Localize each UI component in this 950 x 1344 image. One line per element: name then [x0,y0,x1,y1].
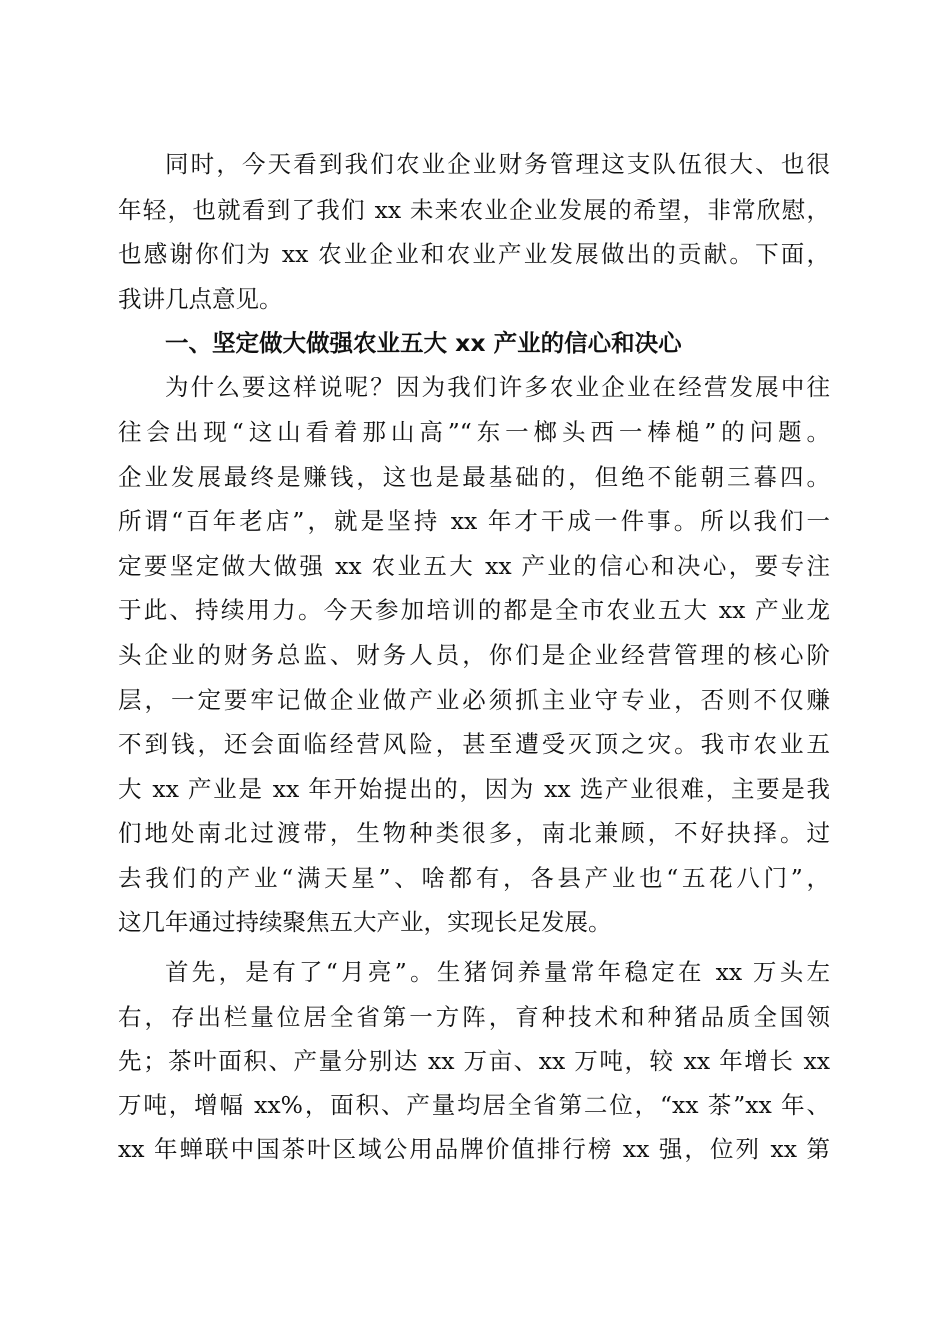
section-heading: 一、坚定做大做强农业五大 xx 产业的信心和决心 [165,329,682,357]
text-line: 同时，今天看到我们农业企业财务管理这支队伍很大、也很 [165,150,830,178]
text-line: 们地处南北过渡带，生物种类很多，南北兼顾，不好抉择。过 [118,819,830,847]
text-line: 首先，是有了“月亮”。生猪饲养量常年稳定在 xx 万头左 [165,958,830,986]
text-line: 头企业的财务总监、财务人员，你们是企业经营管理的核心阶 [118,641,830,669]
text-line: 大 xx 产业是 xx 年开始提出的，因为 xx 选产业很难，主要是我 [118,775,830,803]
text-line: 定要坚定做大做强 xx 农业五大 xx 产业的信心和决心，要专注 [118,552,830,580]
text-line: 我讲几点意见。 [118,285,283,313]
text-line: 所谓“百年老店”，就是坚持 xx 年才干成一件事。所以我们一 [118,507,830,535]
text-line: 先；茶叶面积、产量分别达 xx 万亩、xx 万吨，较 xx 年增长 xx [118,1047,830,1075]
text-line: 年轻，也就看到了我们 xx 未来农业企业发展的希望，非常欣慰， [118,196,830,224]
text-line: 往会出现“这山看着那山高”“东一榔头西一棒槌”的问题。 [118,418,830,446]
text-line: xx 年蝉联中国茶叶区域公用品牌价值排行榜 xx 强，位列 xx 第 [118,1135,830,1163]
text-line: 企业发展最终是赚钱，这也是最基础的，但绝不能朝三暮四。 [118,463,830,491]
text-line: 于此、持续用力。今天参加培训的都是全市农业五大 xx 产业龙 [118,596,830,624]
text-line: 右，存出栏量位居全省第一方阵，育种技术和种猪品质全国领 [118,1003,830,1031]
text-line: 这几年通过持续聚焦五大产业，实现长足发展。 [118,908,612,936]
text-line: 为什么要这样说呢？因为我们许多农业企业在经营发展中往 [165,373,830,401]
text-line: 去我们的产业“满天星”、啥都有，各县产业也“五花八门”， [118,864,830,892]
text-line: 也感谢你们为 xx 农业企业和农业产业发展做出的贡献。下面， [118,240,830,268]
text-line: 层，一定要牢记做企业做产业必须抓主业守专业，否则不仅赚 [118,686,830,714]
text-line: 不到钱，还会面临经营风险，甚至遭受灭顶之灾。我市农业五 [118,730,830,758]
text-line: 万吨，增幅 xx%，面积、产量均居全省第二位，“xx 茶”xx 年、 [118,1091,830,1119]
